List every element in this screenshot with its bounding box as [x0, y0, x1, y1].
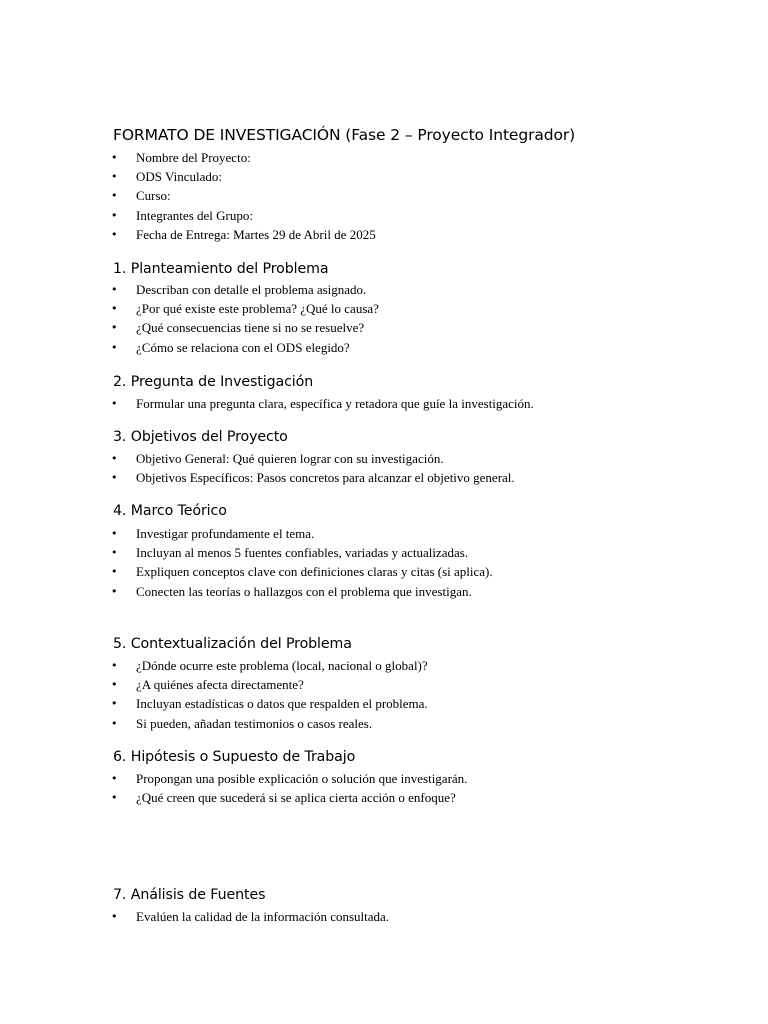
list-item-text: Investigar profundamente el tema.: [136, 526, 315, 541]
field-due-date: Fecha de Entrega: Martes 29 de Abril de 2025: [136, 226, 376, 242]
bullet-icon: •: [111, 716, 118, 730]
bullet-icon: •: [111, 189, 118, 203]
list-item-text: Formular una pregunta clara, específica y retadora que guíe la investigación.: [136, 396, 534, 411]
bullet-icon: •: [111, 584, 118, 598]
section-heading-contextualization: 5. Contextualización del Problema: [113, 636, 352, 652]
bullet-icon: •: [111, 208, 118, 222]
section-heading-theoretical-framework: 4. Marco Teórico: [113, 503, 227, 519]
section-heading-objectives: 3. Objetivos del Proyecto: [113, 429, 288, 445]
field-ods: ODS Vinculado:: [136, 169, 223, 185]
list-item-text: Incluyan al menos 5 fuentes confiables, variadas y actualizadas.: [136, 545, 469, 561]
list-item-text: Conecten las teorías o hallazgos con el problema que investigan.: [136, 583, 472, 599]
document-title: FORMATO DE INVESTIGACIÓN (Fase 2 – Proyecto Integrador): [113, 126, 576, 144]
bullet-icon: •: [111, 340, 118, 354]
bullet-icon: •: [111, 910, 118, 923]
bullet-icon: •: [111, 227, 118, 241]
bullet-icon: •: [111, 527, 118, 540]
bullet-icon: •: [111, 452, 118, 465]
list-item-text: Objetivo General: Qué quieren lograr con su investigación.: [136, 451, 444, 466]
bullet-icon: •: [111, 170, 118, 184]
section-heading-source-analysis: 7. Análisis de Fuentes: [113, 887, 266, 903]
list-item-text: ¿Dónde ocurre este problema (local, nacional o global)?: [136, 658, 428, 673]
list-item-text: ¿Qué consecuencias tiene si no se resuelve?: [136, 320, 365, 336]
bullet-icon: •: [111, 565, 118, 579]
field-group-members: Integrantes del Grupo:: [136, 207, 253, 223]
list-item-text: Evalúen la calidad de la información consultada.: [136, 909, 390, 924]
list-item-text: ¿A quiénes afecta directamente?: [136, 677, 304, 693]
list-item-text: Propongan una posible explicación o solución que investigarán.: [136, 771, 468, 786]
section-heading-hypothesis: 6. Hipótesis o Supuesto de Trabajo: [113, 749, 356, 765]
bullet-icon: •: [111, 697, 118, 711]
field-project-name: Nombre del Proyecto:: [136, 150, 251, 165]
bullet-icon: •: [111, 546, 118, 560]
section-heading-problem-statement: 1. Planteamiento del Problema: [113, 261, 329, 277]
list-item-text: ¿Qué creen que sucederá si se aplica cierta acción o enfoque?: [136, 790, 456, 806]
bullet-icon: •: [111, 772, 118, 785]
field-course: Curso:: [136, 188, 171, 204]
bullet-icon: •: [111, 302, 118, 316]
list-item-text: Si pueden, añadan testimonios o casos reales.: [136, 715, 373, 731]
bullet-icon: •: [111, 471, 118, 485]
bullet-icon: •: [111, 283, 118, 296]
section-heading-research-question: 2. Pregunta de Investigación: [113, 374, 314, 390]
bullet-icon: •: [111, 791, 118, 805]
list-item-text: Objetivos Específicos: Pasos concretos para alcanzar el objetivo general.: [136, 470, 515, 486]
list-item-text: ¿Cómo se relaciona con el ODS elegido?: [136, 339, 350, 355]
bullet-icon: •: [111, 397, 118, 410]
bullet-icon: •: [111, 678, 118, 692]
bullet-icon: •: [111, 151, 118, 164]
list-item-text: Expliquen conceptos clave con definiciones claras y citas (si aplica).: [136, 564, 493, 580]
list-item-text: ¿Por qué existe este problema? ¿Qué lo causa?: [136, 301, 379, 317]
list-item-text: Describan con detalle el problema asignado.: [136, 282, 367, 297]
list-item-text: Incluyan estadísticas o datos que respalden el problema.: [136, 696, 428, 712]
bullet-icon: •: [111, 659, 118, 672]
bullet-icon: •: [111, 321, 118, 335]
